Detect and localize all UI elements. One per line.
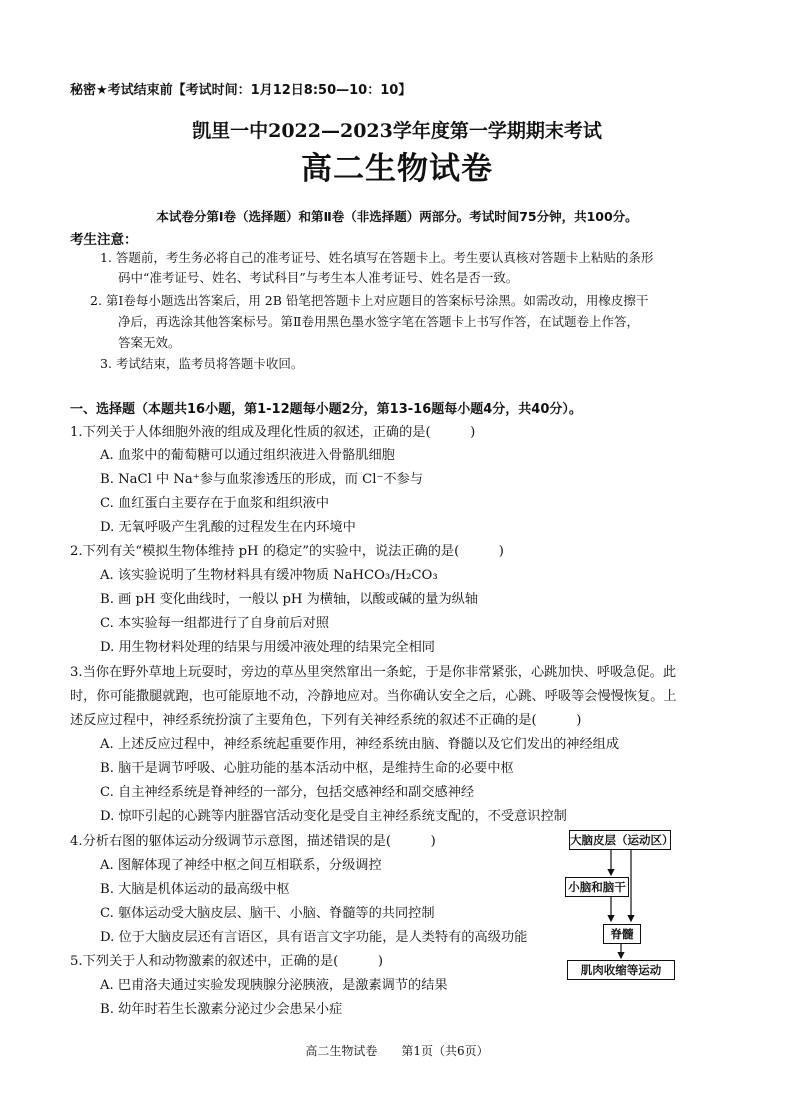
question-4-stem: 4.分析右图的躯体运动分级调节示意图，描述错误的是( ) xyxy=(70,834,436,849)
question-5-option-b: B. 幼年时若生长激素分泌过少会患呆小症 xyxy=(100,1002,343,1017)
question-2-option-b: B. 画 pH 变化曲线时，一般以 pH 为横轴，以酸或碱的量为纵轴 xyxy=(100,592,479,607)
question-4-option-d: D. 位于大脑皮层还有言语区，具有语言文字功能，是人类特有的高级功能 xyxy=(100,930,528,945)
question-3-stem-line-1: 3.当你在野外草地上玩耍时，旁边的草丛里突然窜出一条蛇，于是你非常紧张，心跳加快、呼吸急促。此 xyxy=(70,665,677,680)
secret-exam-time-line: 秘密★考试结束前【考试时间：1月12日8:50—10：10】 xyxy=(70,83,412,98)
paper-title: 高二生物试卷 xyxy=(301,151,493,187)
box-cerebellum-brainstem: 小脑和脑干 xyxy=(565,877,629,897)
notice-heading: 考生注意： xyxy=(70,232,138,248)
question-4-option-c: C. 躯体运动受大脑皮层、脑干、小脑、脊髓等的共同控制 xyxy=(100,906,435,921)
box-cerebral-cortex: 大脑皮层（运动区） xyxy=(569,830,671,850)
question-3-stem-line-3: 述反应过程中，神经系统扮演了主要角色，下列有关神经系统的叙述不正确的是( ) xyxy=(70,713,582,728)
page-footer: 高二生物试卷 第1页（共6页） xyxy=(305,1044,489,1058)
question-2-option-c: C. 本实验每一组都进行了自身前后对照 xyxy=(100,616,330,631)
question-3-option-c: C. 自主神经系统是脊神经的一部分，包括交感神经和副交感神经 xyxy=(100,785,475,800)
question-1-option-c: C. 血红蛋白主要存在于血浆和组织液中 xyxy=(100,496,330,511)
notice-item-2-line-3: 答案无效。 xyxy=(118,335,181,350)
question-5-option-a: A. 巴甫洛夫通过实验发现胰腺分泌胰液，是激素调节的结果 xyxy=(100,978,448,993)
question-1-option-a: A. 血浆中的葡萄糖可以通过组织液进入骨骼肌细胞 xyxy=(100,448,395,463)
question-3-stem-line-2: 时，你可能撒腿就跑，也可能原地不动，冷静地应对。当你确认安全之后，心跳、呼吸等会慢慢恢复。上 xyxy=(70,689,677,704)
question-1-option-b: B. NaCl 中 Na⁺参与血浆渗透压的形成，而 Cl⁻不参与 xyxy=(100,472,423,487)
box-muscle-contraction: 肌肉收缩等运动 xyxy=(567,960,675,980)
question-4-option-b: B. 大脑是机体运动的最高级中枢 xyxy=(100,882,290,897)
notice-item-1-line-2: 码中“准考证号、姓名、考试科目”与考生本人准考证号、姓名是否一致。 xyxy=(118,270,519,285)
question-3-option-d: D. 惊吓引起的心跳等内脏器官活动变化是受自主神经系统支配的，不受意识控制 xyxy=(100,809,567,824)
question-3-option-a: A. 上述反应过程中，神经系统起重要作用，神经系统由脑、脊髓以及它们发出的神经组成 xyxy=(100,737,620,752)
question-2-option-a: A. 该实验说明了生物材料具有缓冲物质 NaHCO₃/H₂CO₃ xyxy=(100,568,438,583)
question-2-stem: 2.下列有关“模拟生物体维持 pH 的稳定”的实验中，说法正确的是( ) xyxy=(70,544,504,559)
notice-item-3: 3. 考试结束，监考员将答题卡收回。 xyxy=(100,356,304,371)
notice-item-1-line-1: 1. 答题前，考生务必将自己的准考证号、姓名填写在答题卡上。考生要认真核对答题卡上粘贴的条形 xyxy=(100,250,654,265)
section-1-heading: 一、选择题（本题共16小题，第1-12题每小题2分，第13-16题每小题4分，共40分）。 xyxy=(70,402,582,417)
question-5-stem: 5.下列关于人和动物激素的叙述中，正确的是( ) xyxy=(70,954,383,969)
notice-item-2-line-1: 2. 第Ⅰ卷每小题选出答案后，用 2B 铅笔把答题卡上对应题目的答案标号涂黑。如需改动，用橡皮擦干 xyxy=(90,293,649,308)
motor-control-diagram xyxy=(555,826,685,986)
question-3-option-b: B. 脑干是调节呼吸、心脏功能的基本活动中枢，是维持生命的必要中枢 xyxy=(100,761,514,776)
question-1-option-d: D. 无氧呼吸产生乳酸的过程发生在内环境中 xyxy=(100,520,356,535)
paper-intro: 本试卷分第Ⅰ卷（选择题）和第Ⅱ卷（非选择题）两部分。考试时间75分钟，共100分。 xyxy=(156,209,638,224)
question-2-option-d: D. 用生物材料处理的结果与用缓冲液处理的结果完全相同 xyxy=(100,640,435,655)
notice-item-2-line-2: 净后，再选涂其他答案标号。第Ⅱ卷用黑色墨水签字笔在答题卡上书写作答，在试题卷上作答， xyxy=(118,314,639,329)
box-spinal-cord: 脊髓 xyxy=(603,924,641,944)
question-1-stem: 1.下列关于人体细胞外液的组成及理化性质的叙述，正确的是( ) xyxy=(70,425,476,440)
school-exam-title: 凯里一中2022—2023学年度第一学期期末考试 xyxy=(192,120,602,142)
question-4-option-a: A. 图解体现了神经中枢之间互相联系，分级调控 xyxy=(100,858,382,873)
